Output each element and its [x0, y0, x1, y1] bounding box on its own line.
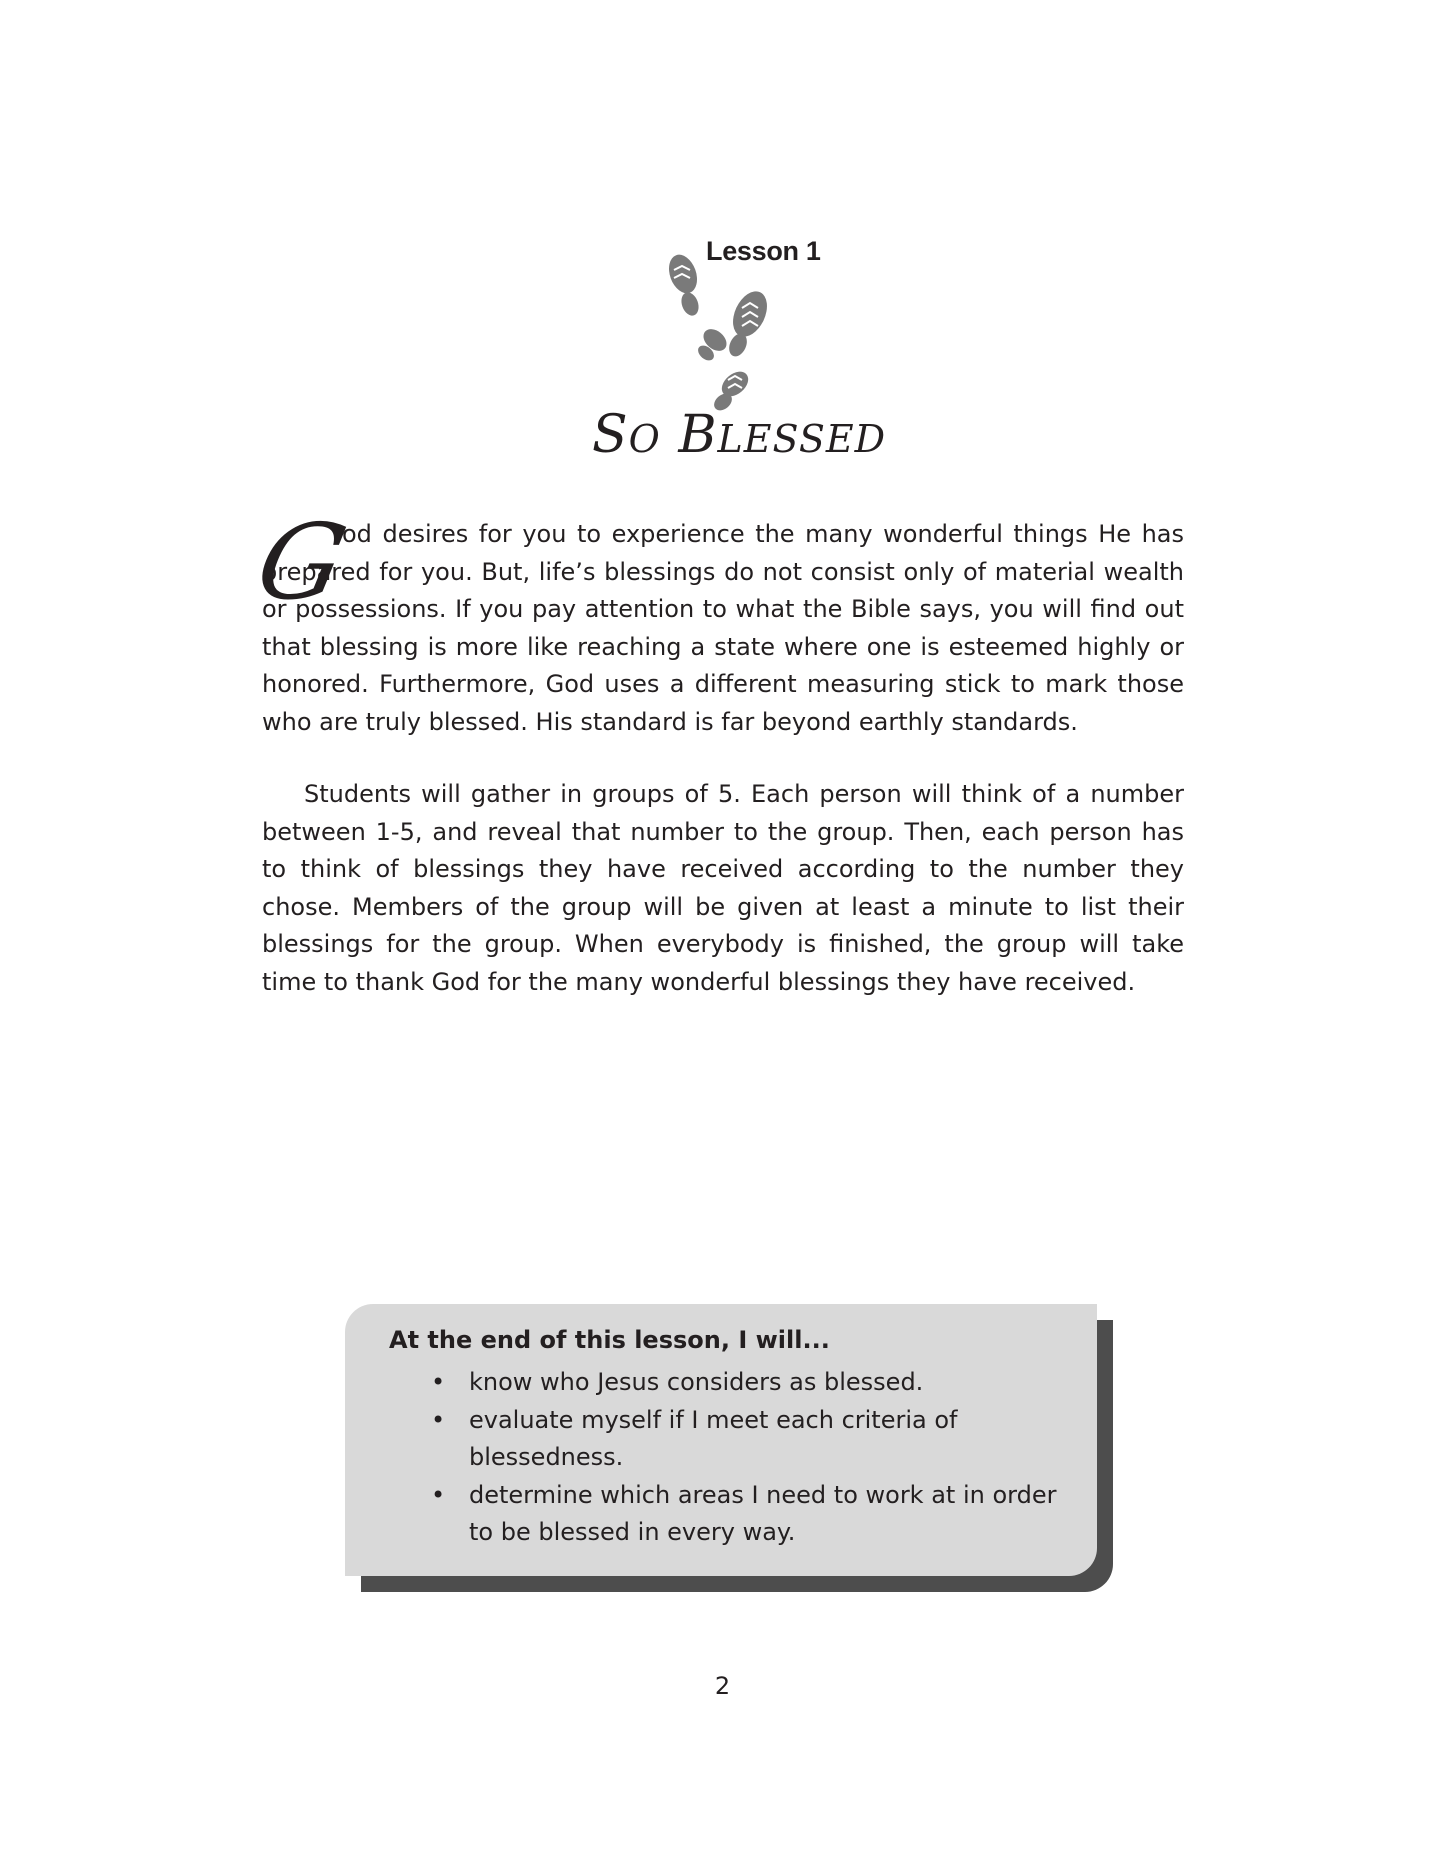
intro-paragraph: od desires for you to experience the many wonderful things He has prepared for you. But, life’s blessings do not consist only of material wealth or possessions. If you pay attention to what the Bible says, you will find out that blessing is more like reaching a state where one is esteemed highly or honored. Furthermore, God uses a different measuring stick to mark those who are truly blessed. His standard is far beyond earthly standards. — [262, 520, 1184, 736]
title-o: O — [628, 417, 661, 461]
page-number: 2 — [714, 1672, 731, 1700]
lesson-label: Lesson 1 — [706, 236, 821, 266]
objectives-list — [389, 1364, 1097, 1552]
lesson-title — [592, 405, 887, 475]
objectives-heading: At the end of this lesson, I will... — [389, 1326, 830, 1354]
title-lessed: LESSED — [717, 417, 887, 461]
objective-item: • determine which areas I need to work at in order to be blessed in every way. — [469, 1477, 1097, 1552]
objective-item: • evaluate myself if I meet each criteria of blessedness. — [469, 1402, 1097, 1477]
footprints-icon — [650, 252, 800, 422]
objective-item: • know who Jesus considers as blessed. — [469, 1364, 1097, 1402]
activity-paragraph: Students will gather in groups of 5. Each person will think of a number between 1-5, and reveal that number to the group. Then, each person has to think of blessings they have received according to the number they chose. Members of the group will be given at least a minute to list their blessings for the group. When everybody is finished, the group will take time to thank God for the many wonderful blessings they have received. — [262, 780, 1184, 996]
objectives-box — [345, 1304, 1097, 1576]
drop-cap: G — [247, 501, 357, 623]
title-b: B — [678, 405, 718, 465]
title-s: S — [592, 405, 629, 465]
